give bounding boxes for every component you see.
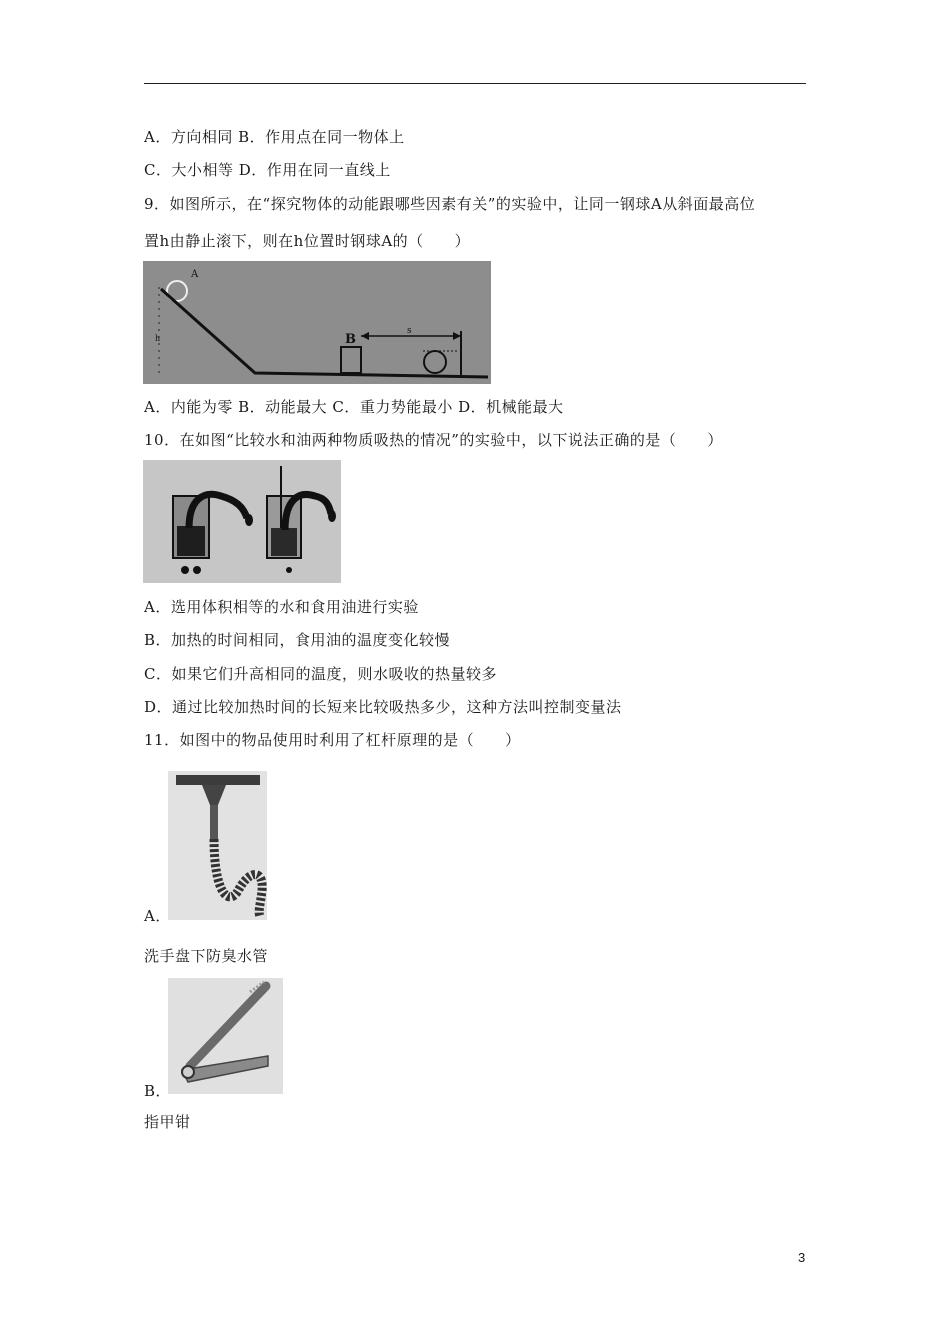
drain-pipe-figure bbox=[168, 771, 267, 920]
ramp-line bbox=[161, 289, 488, 377]
sink-plate bbox=[176, 775, 260, 785]
beaker-right-foot bbox=[286, 567, 292, 573]
q9-stem-line2: 置h由静止滚下，则在h位置时钢球A的（ ） bbox=[144, 232, 471, 250]
q11-option-a-caption: 洗手盘下防臭水管 bbox=[144, 947, 269, 965]
q10-beakers-figure bbox=[143, 460, 341, 583]
page-number: 3 bbox=[798, 1250, 806, 1265]
beaker-left-liquid bbox=[177, 526, 205, 556]
block-b bbox=[341, 347, 361, 373]
beaker-left-foot-2 bbox=[193, 566, 201, 574]
clipper-lever bbox=[190, 986, 266, 1066]
distance-arrow-right bbox=[453, 332, 461, 340]
ball-end-outline bbox=[424, 351, 446, 373]
ramp-diagram bbox=[143, 261, 491, 384]
beakers-diagram bbox=[143, 460, 341, 583]
q9-ramp-figure bbox=[143, 261, 491, 384]
q10-option-a: A．选用体积相等的水和食用油进行实验 bbox=[144, 598, 419, 616]
ball-a-label: A bbox=[191, 269, 199, 280]
q8-options-cd: C．大小相等 D．作用在同一直线上 bbox=[144, 161, 391, 179]
beaker-right-liquid bbox=[271, 528, 297, 556]
drain-pipe-drawing bbox=[168, 771, 267, 920]
block-b-label: B bbox=[345, 332, 356, 347]
heater-plug-left bbox=[245, 514, 253, 526]
distance-label: s bbox=[407, 326, 412, 336]
q11-option-b-caption: 指甲钳 bbox=[144, 1113, 191, 1131]
nail-clipper-drawing bbox=[168, 978, 283, 1094]
coiled-pipe bbox=[214, 839, 262, 917]
heater-plug-right bbox=[328, 510, 336, 522]
beaker-left-foot-1 bbox=[181, 566, 189, 574]
q11-option-b-letter: B． bbox=[144, 1082, 172, 1100]
height-label: h bbox=[155, 334, 161, 343]
clipper-pivot bbox=[182, 1066, 194, 1078]
q9-options: A．内能为零 B．动能最大 C．重力势能最小 D．机械能最大 bbox=[144, 398, 564, 416]
q11-option-a-letter: A． bbox=[144, 907, 171, 925]
q10-stem: 10．在如图“比较水和油两种物质吸热的情况”的实验中，以下说法正确的是（ ） bbox=[144, 431, 723, 449]
nail-clipper-figure bbox=[168, 978, 283, 1094]
distance-arrow-left bbox=[361, 332, 369, 340]
straight-pipe bbox=[210, 805, 218, 839]
q10-option-d: D．通过比较加热时间的长短来比较吸热多少，这种方法叫控制变量法 bbox=[144, 698, 622, 716]
q10-option-c: C．如果它们升高相同的温度，则水吸收的热量较多 bbox=[144, 665, 497, 683]
q9-stem-line1: 9．如图所示，在“探究物体的动能跟哪些因素有关”的实验中，让同一钢球A从斜面最高位 bbox=[144, 195, 756, 213]
q11-stem: 11．如图中的物品使用时利用了杠杆原理的是（ ） bbox=[144, 731, 521, 749]
q10-option-b: B．加热的时间相同，食用油的温度变化较慢 bbox=[144, 631, 451, 649]
q8-options-ab: A．方向相同 B．作用点在同一物体上 bbox=[144, 128, 405, 146]
drain-fitting bbox=[202, 785, 226, 805]
header-rule bbox=[144, 83, 806, 84]
